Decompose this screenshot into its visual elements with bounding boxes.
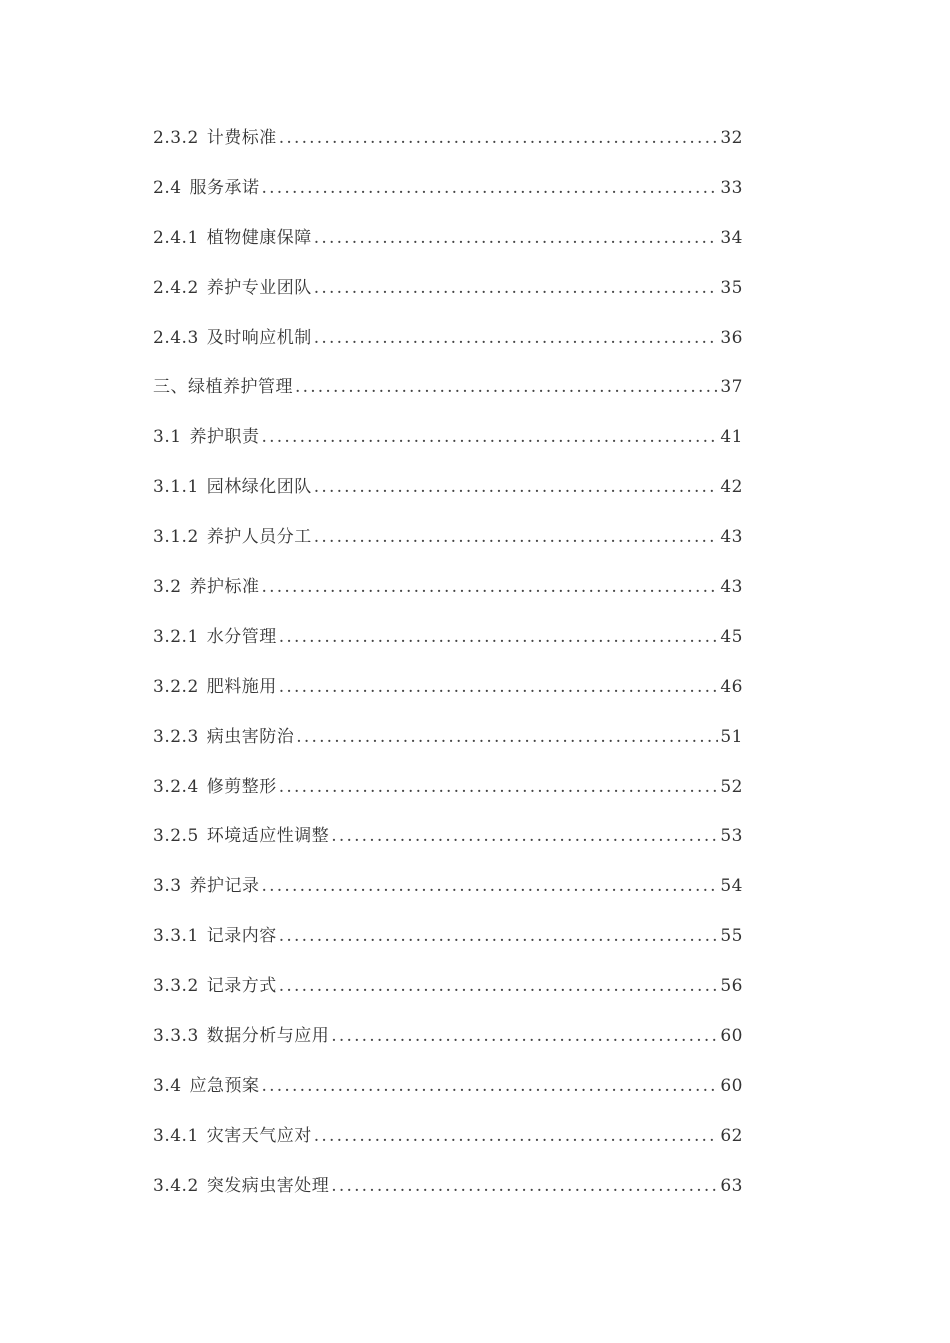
toc-entry-number: 3.2.3 bbox=[153, 726, 199, 747]
toc-entry-title: 植物健康保障 bbox=[206, 227, 312, 248]
toc-entry-title: 病虫害防治 bbox=[206, 726, 295, 747]
dot-leader bbox=[262, 174, 719, 202]
toc-entry-page: 60 bbox=[720, 1025, 743, 1046]
toc-entry[interactable] bbox=[153, 861, 743, 911]
dot-leader bbox=[296, 723, 718, 751]
toc-entry-number: 2.4.2 bbox=[153, 277, 199, 298]
dot-leader bbox=[262, 872, 719, 900]
toc-entry-page: 62 bbox=[720, 1125, 743, 1146]
toc-entry-title: 肥料施用 bbox=[206, 676, 277, 697]
dot-leader bbox=[331, 1172, 718, 1200]
toc-entry-title: 数据分析与应用 bbox=[206, 1025, 330, 1046]
dot-leader bbox=[262, 1072, 719, 1100]
toc-entry-page: 37 bbox=[720, 377, 743, 398]
toc-entry-page: 54 bbox=[720, 876, 743, 897]
dot-leader bbox=[295, 373, 718, 401]
toc-entry-title: 养护记录 bbox=[189, 876, 260, 897]
dot-leader bbox=[279, 124, 719, 152]
toc-entry-number: 3.4 bbox=[153, 1075, 182, 1096]
dot-leader bbox=[314, 523, 719, 551]
toc-entry-title: 灾害天气应对 bbox=[206, 1125, 312, 1146]
dot-leader bbox=[279, 673, 719, 701]
toc-entry-title: 计费标准 bbox=[206, 127, 277, 148]
toc-entry-number: 2.4 bbox=[153, 177, 182, 198]
toc-entry-number: 3.3 bbox=[153, 876, 182, 897]
toc-entry-number: 三、 bbox=[153, 377, 188, 398]
toc-entry-title: 突发病虫害处理 bbox=[206, 1175, 330, 1196]
toc-entry-page: 41 bbox=[720, 427, 743, 448]
toc-entry[interactable] bbox=[153, 662, 743, 712]
toc-entry-title: 记录内容 bbox=[206, 926, 277, 947]
toc-entry[interactable] bbox=[153, 163, 743, 213]
toc-entry-page: 36 bbox=[720, 327, 743, 348]
toc-entry-page: 43 bbox=[720, 576, 743, 597]
toc-entry-page: 32 bbox=[720, 127, 743, 148]
toc-entry-page: 45 bbox=[720, 626, 743, 647]
dot-leader bbox=[314, 274, 719, 302]
dot-leader bbox=[279, 972, 719, 1000]
toc-entry-number: 2.4.3 bbox=[153, 327, 199, 348]
toc-entry-number: 3.2.4 bbox=[153, 776, 199, 797]
toc-entry-title: 环境适应性调整 bbox=[206, 826, 330, 847]
table-of-contents bbox=[153, 113, 743, 1211]
toc-entry-title: 记录方式 bbox=[206, 976, 277, 997]
toc-entry-title: 养护专业团队 bbox=[206, 277, 312, 298]
toc-entry[interactable] bbox=[153, 1161, 743, 1211]
toc-entry-page: 33 bbox=[720, 177, 743, 198]
toc-entry-title: 养护职责 bbox=[189, 427, 260, 448]
toc-entry-title: 养护人员分工 bbox=[206, 527, 312, 548]
dot-leader bbox=[262, 423, 719, 451]
toc-entry-number: 3.3.1 bbox=[153, 926, 199, 947]
toc-entry-page: 56 bbox=[720, 976, 743, 997]
toc-entry-title: 服务承诺 bbox=[189, 177, 260, 198]
dot-leader bbox=[314, 1122, 719, 1150]
toc-entry[interactable] bbox=[153, 412, 743, 462]
dot-leader bbox=[314, 324, 719, 352]
toc-entry[interactable] bbox=[153, 213, 743, 263]
toc-entry-page: 34 bbox=[720, 227, 743, 248]
toc-entry-page: 60 bbox=[720, 1075, 743, 1096]
toc-entry-title: 水分管理 bbox=[206, 626, 277, 647]
toc-entry-title: 应急预案 bbox=[189, 1075, 260, 1096]
toc-entry[interactable] bbox=[153, 113, 743, 163]
toc-entry-number: 3.2.5 bbox=[153, 826, 199, 847]
toc-entry[interactable] bbox=[153, 762, 743, 812]
toc-entry-number: 3.1 bbox=[153, 427, 182, 448]
toc-entry-number: 3.3.3 bbox=[153, 1025, 199, 1046]
toc-entry-number: 3.1.1 bbox=[153, 477, 199, 498]
toc-entry-page: 52 bbox=[720, 776, 743, 797]
toc-entry-page: 53 bbox=[720, 826, 743, 847]
toc-entry-number: 3.4.1 bbox=[153, 1125, 199, 1146]
toc-entry-number: 3.2 bbox=[153, 576, 182, 597]
dot-leader bbox=[262, 573, 719, 601]
toc-entry-title: 园林绿化团队 bbox=[206, 477, 312, 498]
toc-entry[interactable] bbox=[153, 961, 743, 1011]
toc-entry-page: 63 bbox=[720, 1175, 743, 1196]
dot-leader bbox=[331, 822, 718, 850]
toc-entry-number: 3.2.2 bbox=[153, 676, 199, 697]
toc-entry[interactable] bbox=[153, 612, 743, 662]
dot-leader bbox=[279, 773, 719, 801]
toc-entry[interactable] bbox=[153, 1111, 743, 1161]
toc-entry-number: 2.4.1 bbox=[153, 227, 199, 248]
toc-entry-page: 46 bbox=[720, 676, 743, 697]
toc-entry-number: 3.3.2 bbox=[153, 976, 199, 997]
toc-entry-title: 养护标准 bbox=[189, 576, 260, 597]
toc-entry-title: 绿植养护管理 bbox=[188, 377, 293, 398]
toc-entry-number: 3.2.1 bbox=[153, 626, 199, 647]
toc-entry[interactable] bbox=[153, 1061, 743, 1111]
toc-entry-page: 42 bbox=[720, 477, 743, 498]
toc-chapter-entry[interactable] bbox=[153, 362, 743, 412]
dot-leader bbox=[279, 922, 719, 950]
toc-entry-number: 3.1.2 bbox=[153, 527, 199, 548]
dot-leader bbox=[279, 623, 719, 651]
dot-leader bbox=[314, 224, 719, 252]
toc-entry-title: 修剪整形 bbox=[206, 776, 277, 797]
toc-entry[interactable] bbox=[153, 263, 743, 313]
toc-entry[interactable] bbox=[153, 811, 743, 861]
toc-entry[interactable] bbox=[153, 313, 743, 363]
toc-entry[interactable] bbox=[153, 712, 743, 762]
toc-entry-number: 3.4.2 bbox=[153, 1175, 199, 1196]
toc-entry[interactable] bbox=[153, 911, 743, 961]
toc-entry-number: 2.3.2 bbox=[153, 127, 199, 148]
toc-entry[interactable] bbox=[153, 462, 743, 512]
toc-entry[interactable] bbox=[153, 512, 743, 562]
dot-leader bbox=[314, 473, 719, 501]
toc-entry[interactable] bbox=[153, 1011, 743, 1061]
toc-entry[interactable] bbox=[153, 562, 743, 612]
dot-leader bbox=[331, 1022, 718, 1050]
toc-entry-page: 51 bbox=[720, 726, 743, 747]
toc-entry-page: 43 bbox=[720, 527, 743, 548]
toc-entry-page: 55 bbox=[720, 926, 743, 947]
toc-entry-page: 35 bbox=[720, 277, 743, 298]
toc-entry-title: 及时响应机制 bbox=[206, 327, 312, 348]
